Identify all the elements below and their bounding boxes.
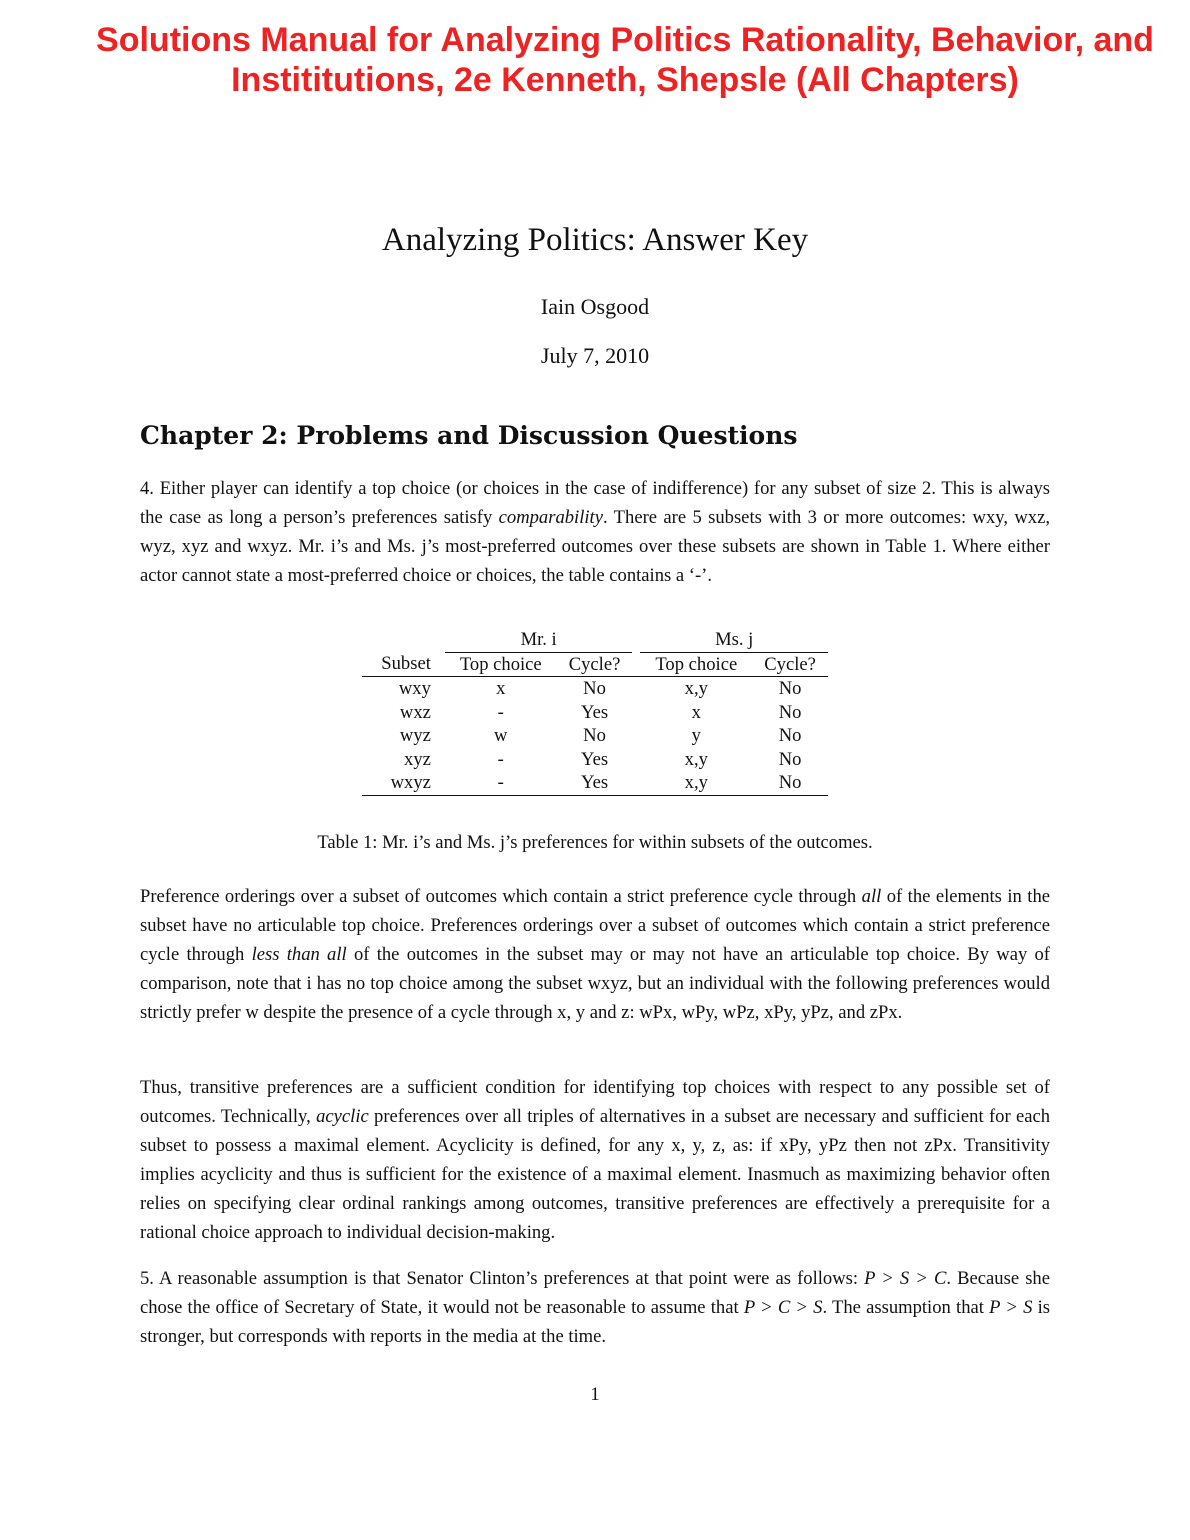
cell-top-choice-j: x: [691, 701, 701, 723]
table-header-row: [362, 652, 828, 677]
paragraph-text: preferences over all triples of alternatives in a subset are necessary and sufficient for each subset to possess a maximal element. Acyclicity is defined, for any x, y, z, as: if xPy, yPz then not zPx. Transitivity implies acyclicity and thus is sufficient for the existence of a maximal element. Inasmuch as maximizing behavior often relies on specifying clear ordinal rankings among outcomes, transitive preferences are effectively a prerequisite for a rational choice approach to individual decision-making.: [140, 1106, 1050, 1243]
cell-gap: [632, 677, 640, 701]
paragraph-text: of the outcomes in the subset may or may not have an articulable top choice. By way of comparison, note that i has no top choice among the subset wxyz, but an individual with the following preferences would strictly prefer w despite the presence of a cycle through x, y and z: wPx, wPy, wPz, xPy, yPz, and zPx.: [140, 944, 1050, 1023]
cell-top-choice-i: -: [445, 771, 557, 795]
table-row: [362, 677, 828, 701]
cell-gap: [632, 771, 640, 795]
paragraph-cycles: [140, 882, 1050, 1027]
cell-subset: wyz: [399, 725, 431, 746]
cell-subset: xyz: [404, 748, 431, 770]
table-row: [362, 771, 828, 795]
cell-cycle-i: Yes: [581, 748, 609, 770]
document-author: Iain Osgood: [540, 294, 650, 319]
column-header-cycle-i: Cycle?: [557, 652, 633, 677]
math-expression: P > S: [989, 1297, 1033, 1318]
table-row: [362, 748, 828, 772]
preferences-table: [362, 628, 828, 796]
group-header-ms-j: Ms. j: [640, 628, 828, 652]
banner-line-2: Instititutions, 2e Kenneth, Shepsle (All Chapters): [231, 61, 1019, 99]
table-group-header-row: [362, 628, 828, 652]
header-gap: [632, 652, 640, 677]
cell-top-choice-j: x,y: [684, 678, 708, 699]
cell-subset: wxy: [398, 678, 431, 699]
paragraph-problem-5: [140, 1264, 1050, 1351]
cell-cycle-j: No: [778, 725, 802, 746]
cell-cycle-j: No: [778, 748, 802, 770]
cell-cycle-j: No: [778, 701, 802, 723]
column-header-cycle-j: Cycle?: [752, 652, 828, 677]
cell-top-choice-i: x: [496, 678, 506, 699]
section-heading: Chapter 2: Problems and Discussion Questions: [140, 421, 798, 450]
paragraph-text: . There are 5 subsets with 3 or more outcomes: wxy, wxz, wyz, xyz and wxyz. Mr. i’s and Ms. j’s most-preferred outcomes over these subsets are shown in Table 1. Where either actor cannot state a most-preferred choice or choices, the table contains a ‘-’.: [140, 507, 1050, 586]
promo-banner: [60, 20, 1190, 100]
page-number: 1: [590, 1384, 600, 1405]
cell-cycle-i: Yes: [557, 771, 633, 795]
paragraph-text: 4. Either player can identify a top choice (or choices in the case of indifference) for any subset of size 2. This is always the case as long a person’s preferences satisfy: [140, 478, 1050, 528]
paragraph-transitivity: [140, 1073, 1050, 1247]
cell-subset: wxz: [399, 701, 431, 723]
cell-cycle-i: Yes: [581, 701, 609, 723]
table-corner-cell: [362, 628, 445, 652]
group-header-mr-i: Mr. i: [445, 628, 633, 652]
cell-top-choice-i: w: [494, 725, 508, 746]
cell-cycle-i: No: [583, 725, 606, 746]
cell-cycle-i: No: [583, 678, 606, 699]
emphasis-text: comparability: [498, 507, 603, 528]
paragraph-text: 5. A reasonable assumption is that Senator Clinton’s preferences at that point were as follows:: [140, 1268, 865, 1289]
paragraph-text: . The assumption that: [822, 1297, 990, 1318]
emphasis-text: acyclic: [316, 1106, 369, 1127]
document-date: July 7, 2010: [540, 343, 650, 368]
cell-top-choice-j: x,y: [640, 771, 752, 795]
paragraph-problem-4: [140, 474, 1050, 590]
table-row: [362, 701, 828, 725]
column-header-subset: Subset: [362, 652, 445, 677]
group-gap: [632, 628, 640, 652]
cell-gap: [632, 724, 640, 748]
paragraph-text: is stronger, but corresponds with reports in the media at the time.: [140, 1297, 1050, 1347]
cell-cycle-j: No: [752, 771, 828, 795]
document-title: Analyzing Politics: Answer Key: [381, 222, 809, 258]
paragraph-text: Thus, transitive preferences are a sufficient condition for identifying top choices with respect to any possible set of outcomes. Technically,: [140, 1077, 1050, 1127]
cell-gap: [632, 748, 640, 772]
cell-top-choice-i: -: [497, 701, 504, 723]
paragraph-text: . Because she chose the office of Secretary of State, it would not be reasonable to assume that: [140, 1268, 1050, 1318]
cell-top-choice-j: y: [691, 725, 701, 746]
paragraph-text: of the elements in the subset have no articulable top choice. Preferences orderings over a subset of outcomes which contain a strict preference cycle through: [140, 886, 1051, 965]
cell-gap: [632, 701, 640, 725]
paragraph-text: Preference orderings over a subset of outcomes which contain a strict preference cycle through: [140, 886, 862, 907]
table-caption: Table 1: Mr. i’s and Ms. j’s preferences for within subsets of the outcomes.: [317, 832, 873, 853]
cell-cycle-j: No: [778, 678, 802, 699]
cell-top-choice-i: -: [497, 748, 504, 770]
emphasis-text: less than all: [251, 944, 347, 965]
column-header-top-choice-i: Top choice: [445, 652, 557, 677]
column-header-top-choice-j: Top choice: [640, 652, 752, 677]
cell-subset: wxyz: [362, 771, 445, 795]
table-row: [362, 724, 828, 748]
math-expression: P > C > S: [743, 1297, 823, 1318]
banner-line-1: Solutions Manual for Analyzing Politics Rationality, Behavior, and: [96, 21, 1154, 59]
emphasis-text: all: [861, 886, 882, 907]
math-expression: P > S > C: [864, 1268, 947, 1289]
cell-top-choice-j: x,y: [684, 748, 708, 770]
